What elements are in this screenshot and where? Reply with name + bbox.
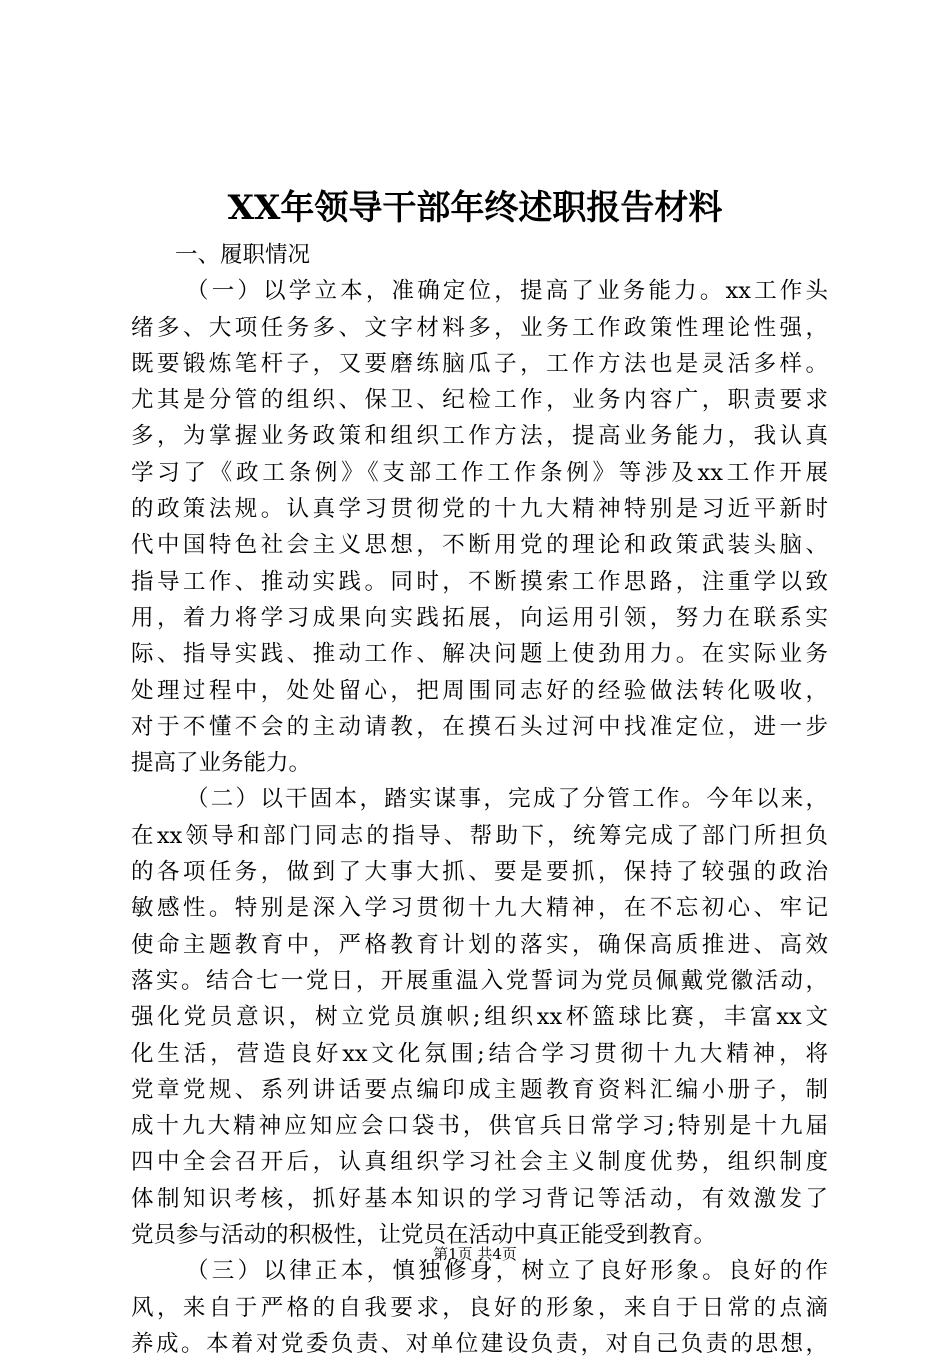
document-title: XX年领导干部年终述职报告材料 (227, 188, 723, 228)
text-line: （二）以干固本，踏实谋事，完成了分管工作。今年以来， (186, 786, 828, 813)
text-line: （一）以学立本，准确定位，提高了业务能力。xx工作头 (186, 278, 828, 305)
text-line: 的各项任务，做到了大事大抓、要是要抓，保持了较强的政治 (131, 859, 828, 886)
page-number-footer: 第1页 共4页 (433, 1245, 517, 1263)
text-line: 多，为掌握业务政策和组织工作方法，提高业务能力，我认真 (131, 423, 828, 450)
text-line: （三）以律正本，慎独修身，树立了良好形象。良好的作 (186, 1258, 828, 1285)
text-line: 学习了《政工条例》《支部工作工作条例》等涉及xx工作开展 (131, 459, 828, 486)
text-line: 提高了业务能力。 (131, 750, 312, 777)
text-line: 使命主题教育中，严格教育计划的落实，确保高质推进、高效 (131, 931, 828, 958)
text-line: 体制知识考核，抓好基本知识的学习背记等活动，有效激发了 (131, 1185, 828, 1212)
text-line: 用，着力将学习成果向实践拓展，向运用引领，努力在联系实 (131, 604, 828, 631)
text-line: 四中全会召开后，认真组织学习社会主义制度优势，组织制度 (131, 1149, 828, 1176)
text-line: 养成。本着对党委负责、对单位建设负责，对自己负责的思想， (131, 1330, 828, 1357)
text-line: 落实。结合七一党日，开展重温入党誓词为党员佩戴党徽活动， (131, 967, 828, 994)
text-line: 对于不懂不会的主动请教，在摸石头过河中找准定位，进一步 (131, 713, 828, 740)
text-line: 指导工作、推动实践。同时，不断摸索工作思路，注重学以致 (131, 568, 828, 595)
text-line: 尤其是分管的组织、保卫、纪检工作，业务内容广，职责要求 (131, 387, 828, 414)
text-line: 风，来自于严格的自我要求，良好的形象，来自于日常的点滴 (131, 1294, 828, 1321)
text-line: 绪多、大项任务多、文字材料多，业务工作政策性理论性强， (131, 314, 828, 341)
paragraph-1 (131, 273, 828, 781)
text-line: 敏感性。特别是深入学习贯彻十九大精神，在不忘初心、牢记 (131, 895, 828, 922)
text-line: 际、指导实践、推动工作、解决问题上使劲用力。在实际业务 (131, 641, 828, 668)
text-line: 化生活，营造良好xx文化氛围;结合学习贯彻十九大精神，将 (131, 1040, 828, 1067)
text-line: 在xx领导和部门同志的指导、帮助下，统筹完成了部门所担负 (131, 822, 828, 849)
text-line: 处理过程中，处处留心，把周围同志好的经验做法转化吸收， (131, 677, 828, 704)
text-line: 强化党员意识，树立党员旗帜;组织xx杯篮球比赛，丰富xx文 (131, 1004, 828, 1031)
section-heading: 一、履职情况 (175, 242, 311, 268)
text-line: 党员参与活动的积极性，让党员在活动中真正能受到教育。 (131, 1222, 717, 1249)
text-line: 的政策法规。认真学习贯彻党的十九大精神特别是习近平新时 (131, 496, 828, 523)
text-line: 党章党规、系列讲话要点编印成主题教育资料汇编小册子，制 (131, 1076, 828, 1103)
paragraph-3 (131, 1253, 828, 1362)
paragraph-2 (131, 781, 828, 1253)
text-line: 既要锻炼笔杆子，又要磨练脑瓜子，工作方法也是灵活多样。 (131, 350, 828, 377)
text-line: 成十九大精神应知应会口袋书，供官兵日常学习;特别是十九届 (131, 1113, 828, 1140)
text-line: 代中国特色社会主义思想，不断用党的理论和政策武装头脑、 (131, 532, 828, 559)
document-body (131, 237, 828, 1362)
